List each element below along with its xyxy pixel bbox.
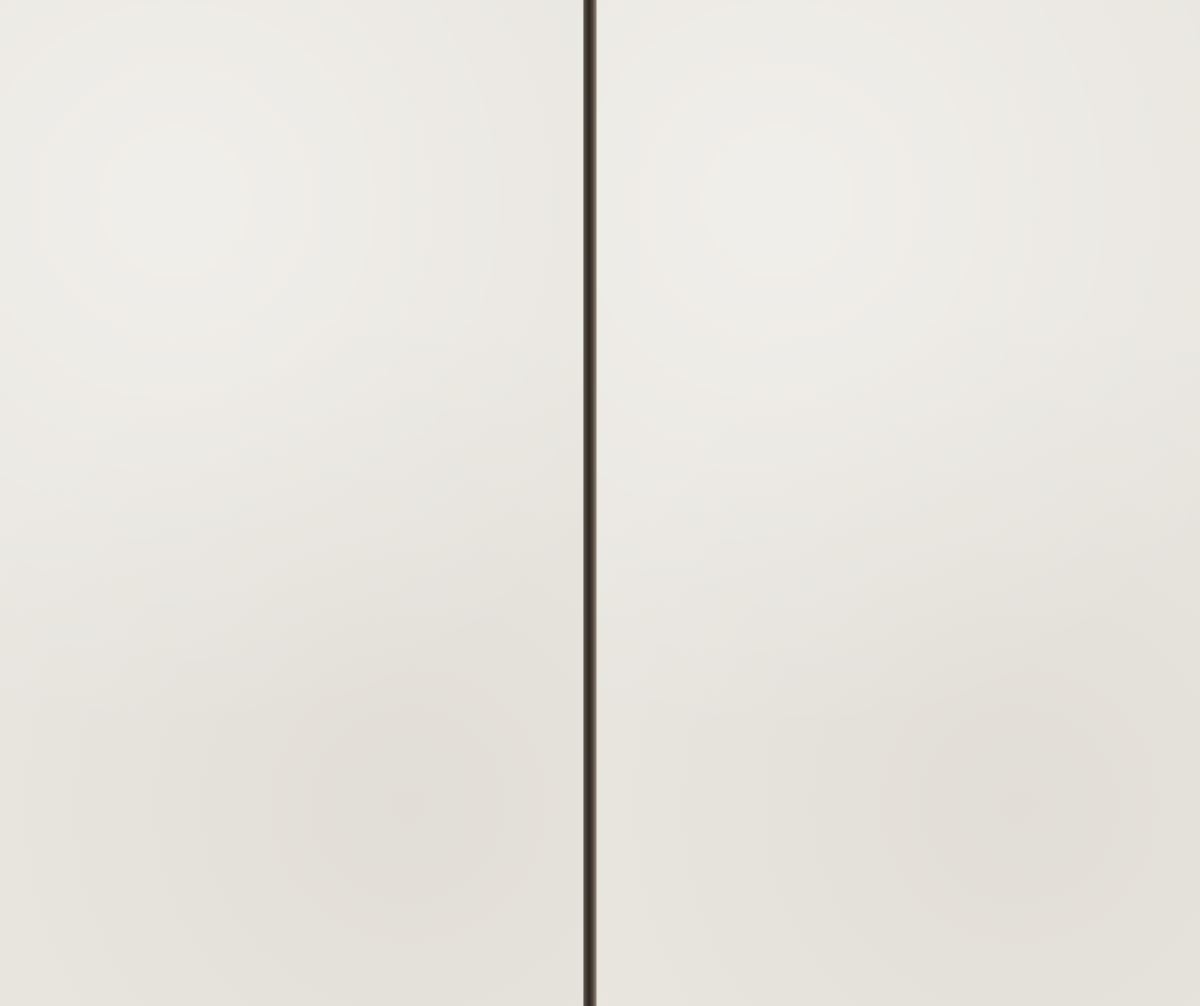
book-gutter bbox=[584, 0, 596, 1006]
right-page bbox=[596, 0, 1200, 1006]
left-page bbox=[0, 0, 584, 1006]
